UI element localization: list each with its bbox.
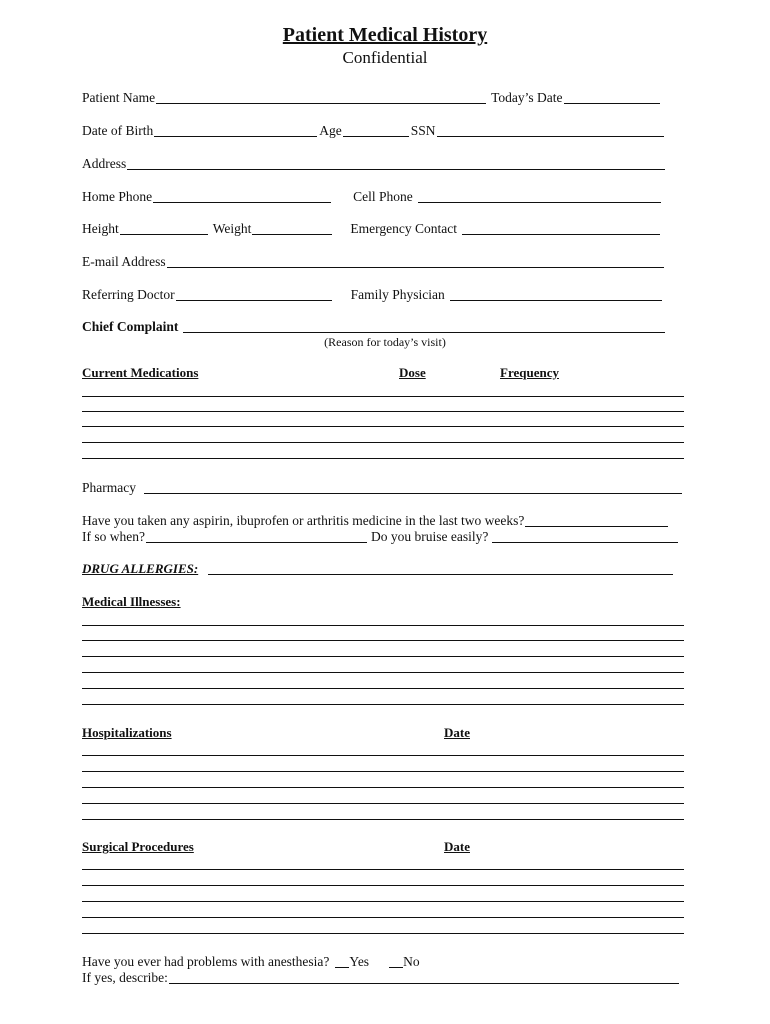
row-anesthesia xyxy=(82,954,420,970)
hospitalization-line[interactable] xyxy=(82,787,684,788)
surgical-line[interactable] xyxy=(82,901,684,902)
family-physician-label: Family Physician xyxy=(350,287,445,302)
emergency-contact-label: Emergency Contact xyxy=(350,221,457,236)
pharmacy-field[interactable] xyxy=(144,481,682,494)
illnesses-heading: Medical Illnesses: xyxy=(82,594,181,609)
dose-heading: Dose xyxy=(399,365,426,380)
drug-allergies-field[interactable] xyxy=(208,562,673,575)
height-label: Height xyxy=(82,221,119,236)
row-phones xyxy=(82,189,663,205)
height-field[interactable] xyxy=(120,222,208,235)
email-label: E-mail Address xyxy=(82,254,166,269)
medication-line[interactable] xyxy=(82,396,684,397)
todays-date-field[interactable] xyxy=(564,91,660,104)
patient-name-field[interactable] xyxy=(156,91,486,104)
home-phone-field[interactable] xyxy=(153,190,331,203)
referring-doctor-field[interactable] xyxy=(176,288,332,301)
medication-line[interactable] xyxy=(82,442,684,443)
no-label: No xyxy=(403,954,420,969)
surgical-heading: Surgical Procedures xyxy=(82,839,194,854)
dob-field[interactable] xyxy=(154,124,317,137)
if-so-when-label: If so when? xyxy=(82,529,145,544)
hospitalization-line[interactable] xyxy=(82,755,684,756)
illness-line[interactable] xyxy=(82,656,684,657)
row-drug-allergies xyxy=(82,561,675,577)
yes-checkbox[interactable] xyxy=(335,955,349,968)
bruise-field[interactable] xyxy=(492,530,678,543)
age-field[interactable] xyxy=(343,124,409,137)
hospitalization-line[interactable] xyxy=(82,819,684,820)
row-dob xyxy=(82,123,666,139)
row-height-weight xyxy=(82,221,662,237)
age-label: Age xyxy=(319,123,342,138)
address-field[interactable] xyxy=(127,157,665,170)
illness-line[interactable] xyxy=(82,688,684,689)
anesthesia-question: Have you ever had problems with anesthesia? xyxy=(82,954,330,969)
row-if-so-when xyxy=(82,529,680,545)
form-title: Patient Medical History xyxy=(282,24,488,46)
surgical-line[interactable] xyxy=(82,917,684,918)
if-so-when-field[interactable] xyxy=(146,530,367,543)
aspirin-question: Have you taken any aspirin, ibuprofen or arthritis medicine in the last two weeks? xyxy=(82,513,525,528)
hospitalization-line[interactable] xyxy=(82,803,684,804)
chief-complaint-field[interactable] xyxy=(183,320,665,333)
illness-line[interactable] xyxy=(82,640,684,641)
surgical-line[interactable] xyxy=(82,885,684,886)
no-checkbox[interactable] xyxy=(389,955,403,968)
family-physician-field[interactable] xyxy=(450,288,662,301)
hospitalizations-date-heading: Date xyxy=(444,725,470,740)
form-subtitle: Confidential xyxy=(342,48,428,67)
if-yes-describe-field[interactable] xyxy=(169,971,679,984)
surgical-date-heading: Date xyxy=(444,839,470,854)
frequency-heading: Frequency xyxy=(500,365,559,380)
illness-line[interactable] xyxy=(82,625,684,626)
email-field[interactable] xyxy=(167,255,664,268)
address-label: Address xyxy=(82,156,127,171)
yes-label: Yes xyxy=(349,954,370,969)
patient-name-label: Patient Name xyxy=(82,90,156,105)
chief-complaint-hint: (Reason for today’s visit) xyxy=(324,335,446,349)
chief-complaint-label: Chief Complaint xyxy=(82,319,179,334)
illness-line[interactable] xyxy=(82,704,684,705)
aspirin-answer-field[interactable] xyxy=(525,514,668,527)
row-if-yes-describe xyxy=(82,970,681,986)
illness-line[interactable] xyxy=(82,672,684,673)
row-email xyxy=(82,254,666,270)
ssn-label: SSN xyxy=(410,123,436,138)
ssn-field[interactable] xyxy=(437,124,664,137)
cell-phone-label: Cell Phone xyxy=(353,189,413,204)
row-pharmacy xyxy=(82,480,684,496)
hospitalization-line[interactable] xyxy=(82,771,684,772)
surgical-line[interactable] xyxy=(82,933,684,934)
cell-phone-field[interactable] xyxy=(418,190,661,203)
row-address xyxy=(82,156,667,172)
medication-line[interactable] xyxy=(82,411,684,412)
pharmacy-label: Pharmacy xyxy=(82,480,136,495)
drug-allergies-heading: DRUG ALLERGIES: xyxy=(82,561,199,576)
referring-doctor-label: Referring Doctor xyxy=(82,287,175,302)
if-yes-describe-label: If yes, describe: xyxy=(82,970,168,985)
bruise-label: Do you bruise easily? xyxy=(370,529,489,544)
hospitalizations-heading: Hospitalizations xyxy=(82,725,172,740)
medication-line[interactable] xyxy=(82,426,684,427)
medication-line[interactable] xyxy=(82,458,684,459)
row-doctors xyxy=(82,287,664,303)
surgical-line[interactable] xyxy=(82,869,684,870)
row-patient-name xyxy=(82,90,662,106)
weight-field[interactable] xyxy=(252,222,332,235)
row-chief-complaint xyxy=(82,319,667,335)
emergency-contact-field[interactable] xyxy=(462,222,660,235)
todays-date-label: Today’s Date xyxy=(491,90,563,105)
weight-label: Weight xyxy=(212,221,252,236)
home-phone-label: Home Phone xyxy=(82,189,153,204)
medications-heading: Current Medications xyxy=(82,365,199,380)
row-aspirin xyxy=(82,513,670,529)
dob-label: Date of Birth xyxy=(82,123,154,138)
